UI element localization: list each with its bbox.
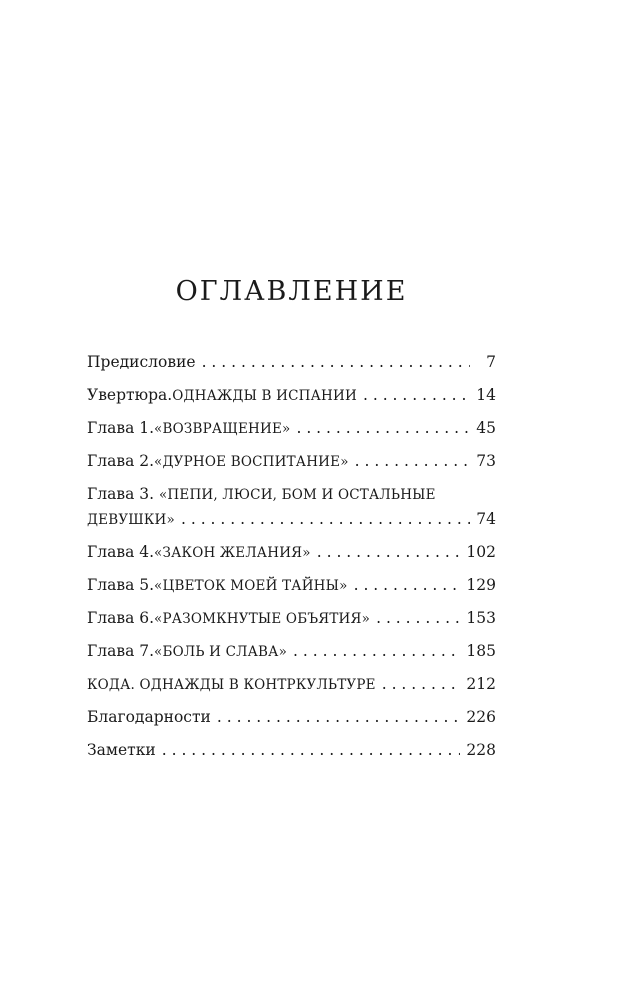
toc-page-number: 14 [476,386,496,404]
toc-entry-title: «ДУРНОЕ ВОСПИТАНИЕ» [154,454,349,470]
toc-entry-title: «ПЕПИ, ЛЮСИ, БОМ И ОСТАЛЬНЫЕ [158,487,436,503]
toc-entry-label: Глава 6. [87,609,155,627]
toc-page-number: 73 [476,452,496,470]
toc-entry-title: «БОЛЬ И СЛАВА» [154,644,288,660]
toc-list [87,350,496,771]
toc-entry-chapter-3 [87,482,496,540]
toc-entry-title: «ЦВЕТОК МОЕЙ ТАЙНЫ» [154,578,348,594]
dot-leader [317,540,461,564]
toc-page-number: 212 [466,675,496,693]
toc-entry-title-continued: ДЕВУШКИ» [87,512,175,528]
toc-entry-coda [87,672,496,705]
toc-entry-line-1 [87,482,496,507]
toc-entry-label: Увертюра. [87,386,173,404]
dot-leader [376,606,460,630]
dot-leader [217,705,461,729]
toc-entry-title: КОДА. ОДНАЖДЫ В КОНТРКУЛЬТУРЕ [87,677,376,693]
toc-page-number: 185 [466,642,496,660]
toc-entry-title: «ЗАКОН ЖЕЛАНИЯ» [154,545,311,561]
toc-page-number: 45 [476,419,496,437]
toc-entry-label: Глава 3. [87,485,159,503]
toc-entry-line-2 [87,507,496,531]
toc-entry-acknowledgements [87,705,496,738]
toc-entry-label: Глава 5. [87,576,155,594]
toc-entry-label: Благодарности [87,708,211,726]
page-title: ОГЛАВЛЕНИЕ [175,276,408,307]
toc-entry-chapter-1 [87,416,496,449]
toc-page-number: 228 [466,741,496,759]
toc-entry-label: Заметки [87,741,156,759]
dot-leader [363,383,470,407]
dot-leader [181,507,470,531]
toc-page-number: 129 [466,576,496,594]
toc-entry-label: Глава 2. [87,452,155,470]
toc-entry-chapter-4 [87,540,496,573]
dot-leader [293,639,460,663]
toc-page-number: 226 [466,708,496,726]
toc-entry-preface [87,350,496,383]
toc-entry-label: Глава 7. [87,642,155,660]
toc-page-number: 74 [476,510,496,528]
toc-entry-label: Глава 1. [87,419,155,437]
toc-entry-overture [87,383,496,416]
toc-page-number: 7 [486,353,496,371]
toc-entry-notes [87,738,496,771]
toc-entry-chapter-7 [87,639,496,672]
dot-leader [296,416,470,440]
dot-leader [202,350,470,374]
dot-leader [354,573,461,597]
toc-entry-title: ОДНАЖДЫ В ИСПАНИИ [172,388,357,404]
toc-page-number: 153 [466,609,496,627]
dot-leader [355,449,470,473]
toc-entry-label: Глава 4. [87,543,155,561]
toc-entry-chapter-2 [87,449,496,482]
dot-leader [382,672,461,696]
toc-entry-chapter-6 [87,606,496,639]
toc-entry-chapter-5 [87,573,496,606]
toc-entry-title: «ВОЗВРАЩЕНИЕ» [154,421,291,437]
toc-entry-label: Предисловие [87,353,196,371]
toc-entry-title: «РАЗОМКНУТЫЕ ОБЪЯТИЯ» [154,611,371,627]
toc-page-number: 102 [466,543,496,561]
dot-leader [162,738,461,762]
